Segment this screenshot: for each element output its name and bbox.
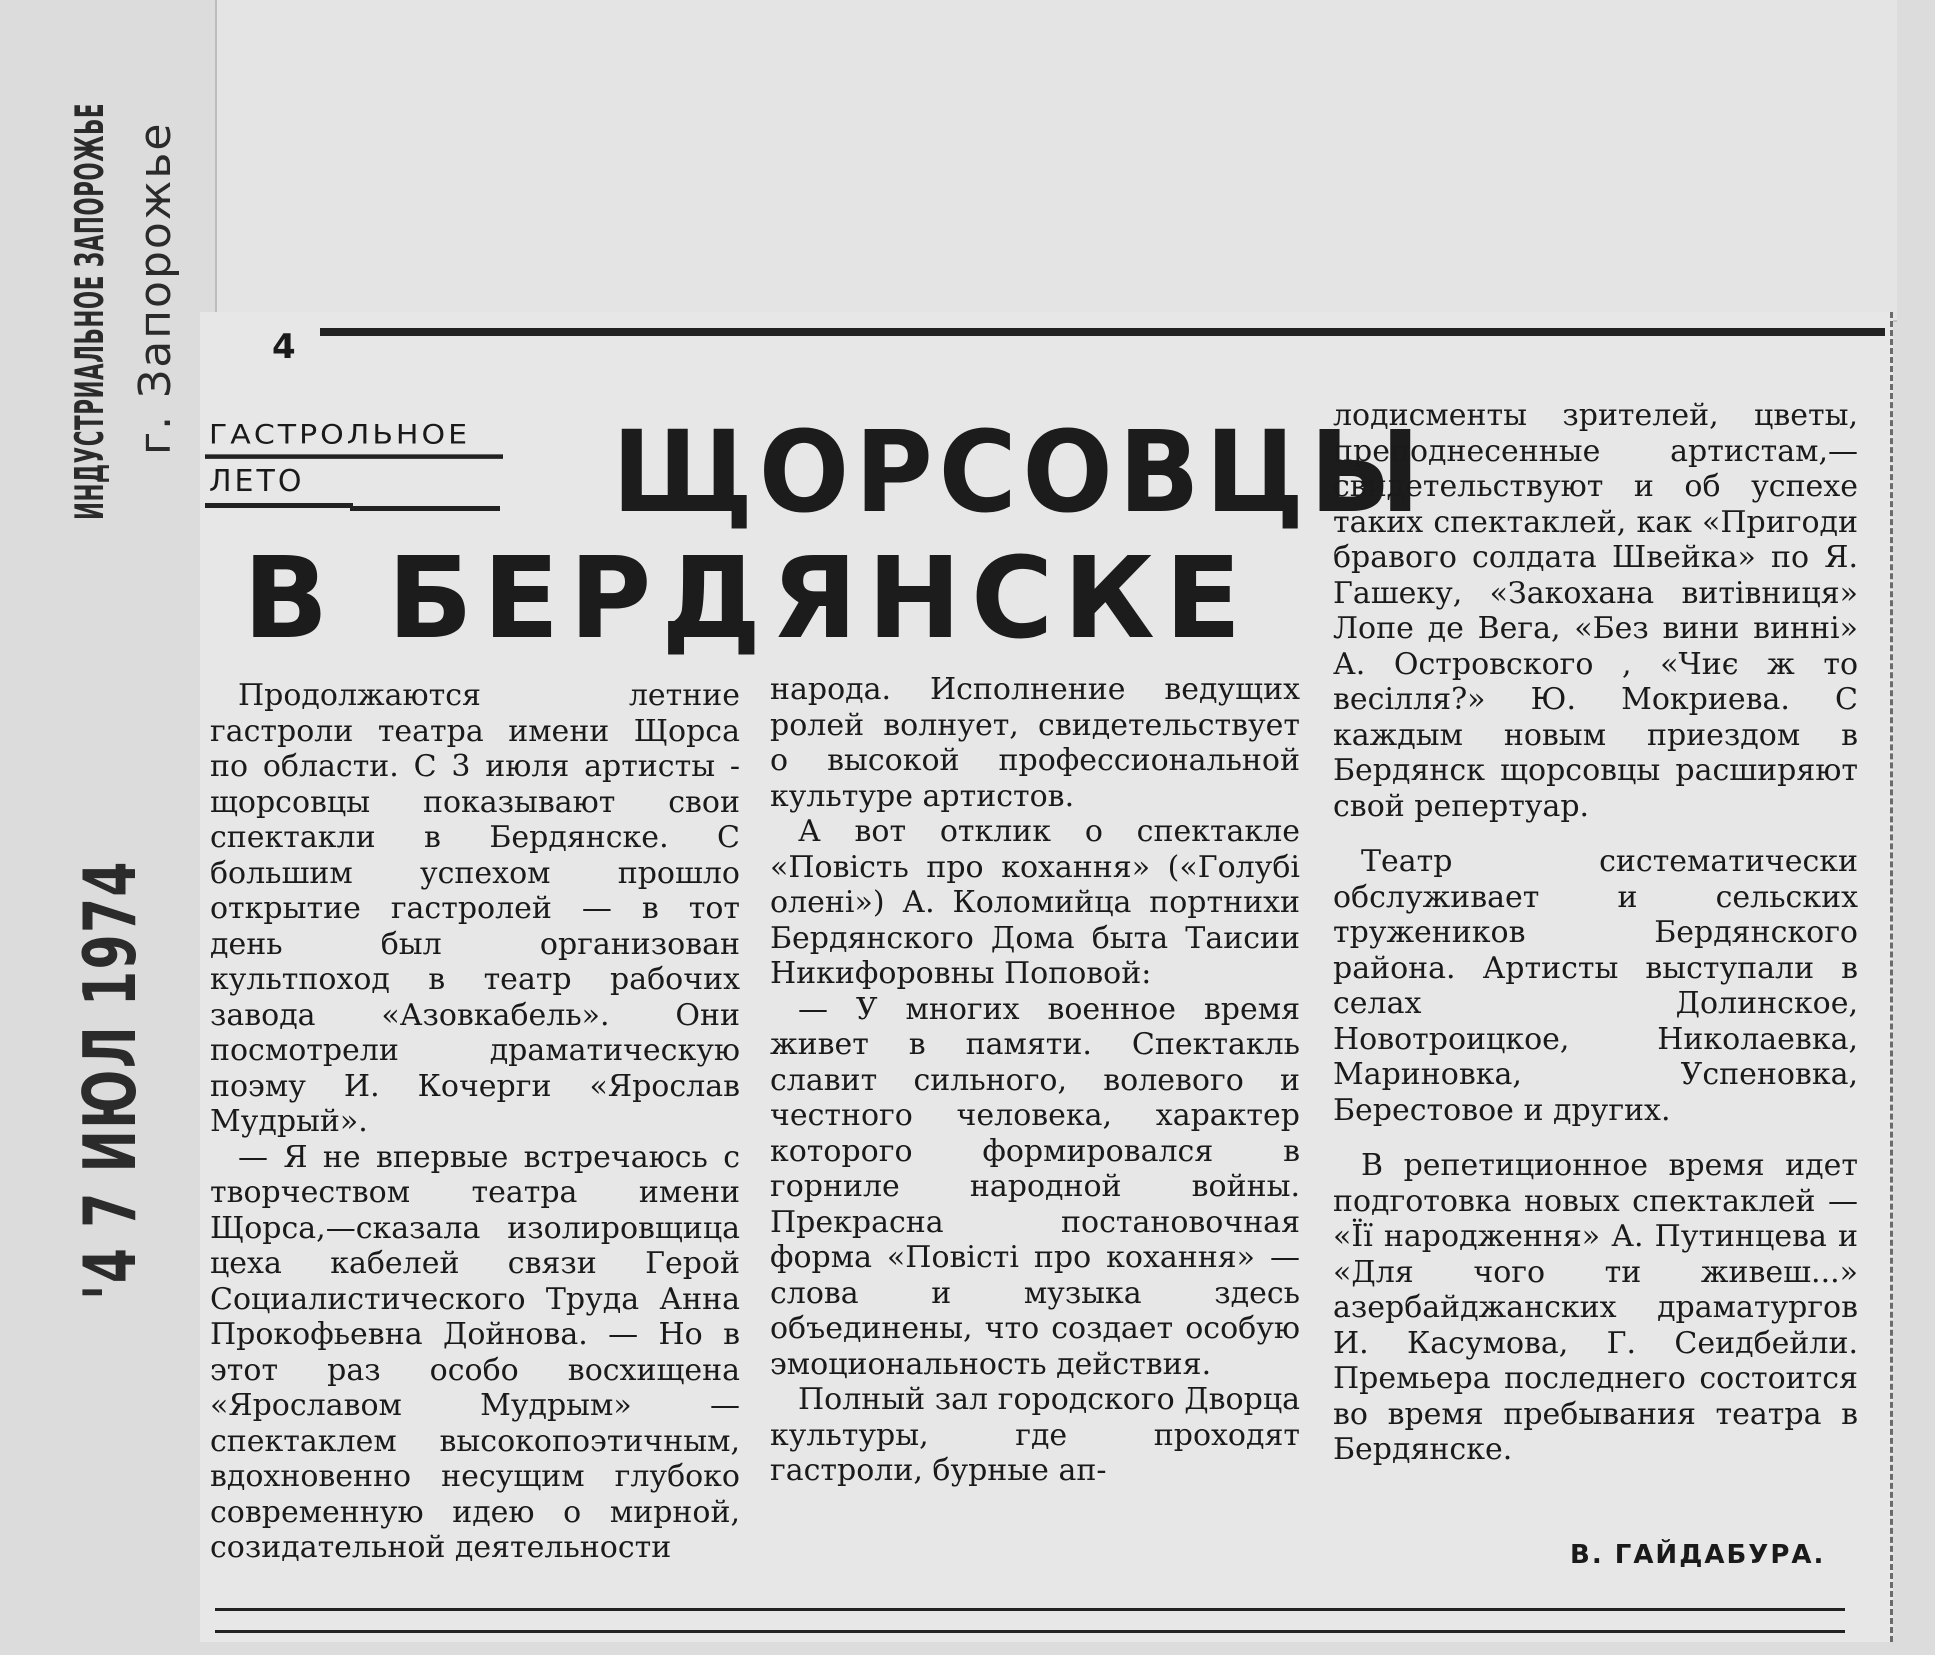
paragraph: лодисменты зрителей, цветы, преподнесенные артистам,— свидетельствуют и об успехе таких спектаклей, как «Пригоди бравого солдата Швейка» по Я. Гашеку, «Закохана витівниця» Лопе де Вега, «Без вини винні» А. Островского , «Чиє ж то весілля?» Ю. Мокриева. С каждым новым приездом в Бердянск щорсовцы расширяют свой репертуар.	[1333, 398, 1858, 824]
paragraph: Театр систематически обслуживает и сельских тружеников Бердянского района. Артисты выступали в селах Долинское, Новотроицкое, Николаевка, Мариновка, Успеновка, Берестовое и других.	[1333, 844, 1858, 1128]
paragraph: — У многих военное время живет в памяти. Спектакль славит сильного, волевого и честного человека, характер которого формировался в горниле народной войны. Прекрасна постановочная форма «Повісті про кохання» — слова и музыка здесь объединены, что создает особую эмоциональность действия.	[770, 991, 1300, 1382]
headline-line-2: В БЕРДЯНСКЕ	[243, 534, 1252, 664]
rubric-rule	[350, 506, 500, 511]
paragraph: В репетиционное время идет подготовка новых спектаклей — «Її народження» А. Путинцева и «Для чого ти живеш...» азербайджанских драматургов И. Касумова, Г. Сеидбейли. Премьера последнего состоится во время пребывания театра в Бердянске.	[1333, 1148, 1858, 1467]
rubric-line-2: ЛЕТО	[205, 461, 353, 508]
author-byline: В. ГАЙДАБУРА.	[1570, 1540, 1826, 1570]
headline-line-1: ЩОРСОВЦЫ	[612, 408, 1426, 538]
newspaper-name-stamp: ИНДУСТРИАЛЬНОЕ ЗАПОРОЖЬЕ	[68, 102, 113, 520]
paragraph: народа. Исполнение ведущих ролей волнует, свидетельствует о высокой профессиональной культуре артистов.	[770, 672, 1300, 814]
date-stamp: '4 7 ИЮЛ 1974	[68, 860, 152, 1300]
paragraph: Продолжаются летние гастроли театра имени Щорса по области. С 3 июля артисты - щорсовцы показывают свои спектакли в Бердянске. С большим успехом прошло открытие гастролей — в тот день был организован культпоход в театр рабочих завода «Азовкабель». Они посмотрели драматическую поэму И. Кочерги «Ярослав Мудрый».	[210, 678, 740, 1139]
article-column-2	[770, 672, 1300, 1489]
backing-sheet	[215, 0, 1897, 322]
paragraph: А вот отклик о спектакле «Повість про кохання» («Голубі олені») А. Коломийца портнихи Бердянского Дома быта Таисии Никифоровны Поповой:	[770, 814, 1300, 991]
article-column-1	[210, 678, 740, 1566]
rubric-line-1: ГАСТРОЛЬНОЕ	[205, 420, 503, 459]
top-rule	[320, 328, 1885, 336]
rubric	[205, 418, 503, 508]
city-stamp: г. Запорожье	[130, 121, 181, 455]
article-column-3	[1333, 398, 1858, 1468]
page-number: 4	[272, 327, 296, 367]
bottom-rule	[215, 1630, 1845, 1633]
paragraph: — Я не впервые встречаюсь с творчеством театра имени Щорса,—сказала изолировщица цеха кабелей связи Герой Социалистического Труда Анна Прокофьевна Дойнова. — Но в этот раз особо восхищена «Ярославом Мудрым» — спектаклем высокопоэтичным, вдохновенно несущим глубоко современную идею о мирной, созидательной деятельности	[210, 1139, 740, 1565]
paragraph: Полный зал городского Дворца культуры, где проходят гастроли, бурные ап-	[770, 1382, 1300, 1488]
bottom-rule	[215, 1608, 1845, 1611]
